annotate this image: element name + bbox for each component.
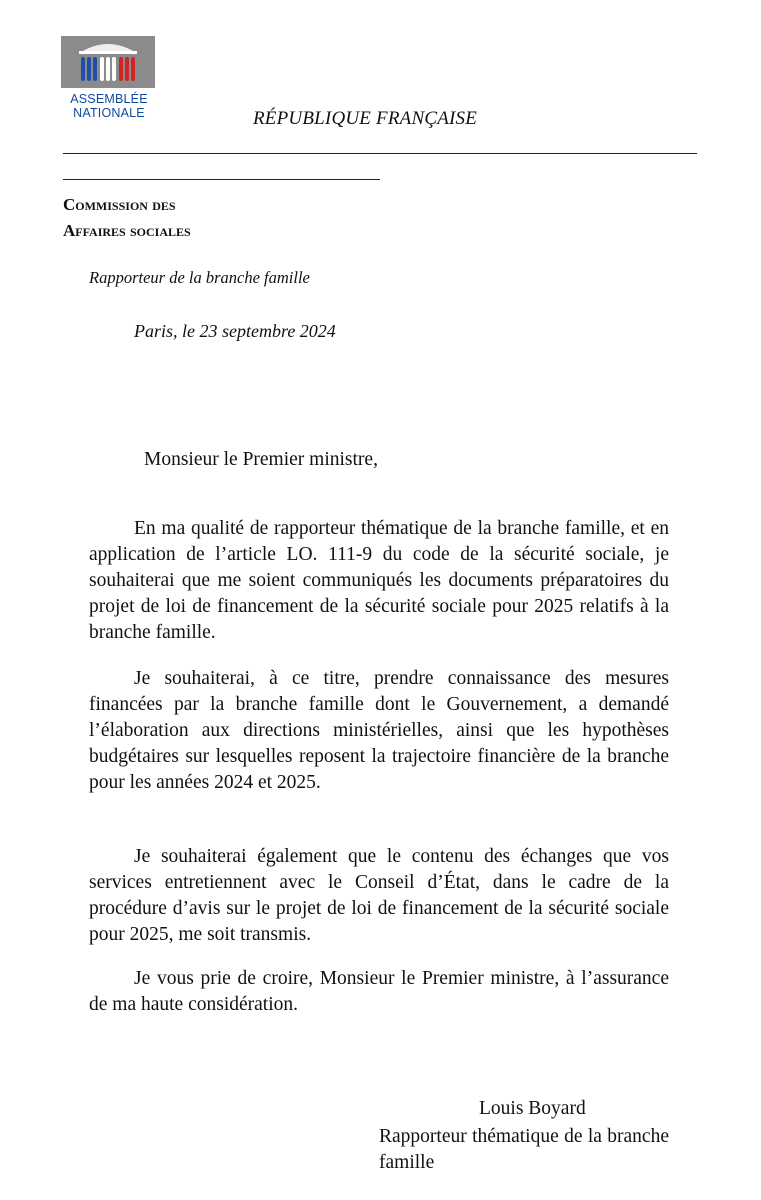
logo-wordmark (61, 92, 157, 120)
commission-line-2: Affaires sociales (63, 221, 191, 240)
republic-heading: RÉPUBLIQUE FRANÇAISE (253, 108, 478, 129)
rapporteur-role: Rapporteur de la branche famille (89, 268, 310, 287)
salutation: Monsieur le Premier ministre, (144, 449, 378, 470)
logo-line-1: ASSEMBLÉE (70, 92, 148, 106)
paragraph-measures: Je souhaiterai, à ce titre, prendre connaissance des mesures financées par la branche famille dont le Gouvernement, a demandé l’élaboration aux directions ministérielles, ainsi que les hypothèses budgétaires sur lesquelles reposent la trajectoire financière de la branche pour les années 2024 et 2025. (89, 668, 669, 793)
header-rule-long (63, 153, 697, 154)
logo-line-2: NATIONALE (73, 106, 145, 120)
signature-name: Louis Boyard (479, 1098, 586, 1119)
commission-line-1: Commission des (63, 195, 176, 214)
paragraph-request: En ma qualité de rapporteur thématique de la branche famille, et en application de l’article LO. 111-9 du code de la sécurité sociale, je souhaiterai que me soient communiqués les documents préparatoires du projet de loi de financement de la sécurité sociale pour 2025 relatifs à la branche famille. (89, 518, 669, 643)
header-rule-short (63, 179, 380, 180)
paragraph-closing: Je vous prie de croire, Monsieur le Premier ministre, à l’assurance de ma haute considération. (89, 968, 669, 1015)
letter-date: Paris, le 23 septembre 2024 (134, 321, 336, 341)
assemblee-nationale-logo (61, 36, 157, 122)
paragraph-conseil-etat: Je souhaiterai également que le contenu des échanges que vos services entretiennent avec le Conseil d’État, dans le cadre de la procédure d’avis sur le projet de loi de financement de la sécurité sociale pour 2025, me soit transmis. (89, 846, 669, 945)
commission-name (63, 192, 191, 244)
hemicycle-emblem-icon (61, 36, 155, 88)
signature-title: Rapporteur thématique de la branche famille (379, 1126, 669, 1173)
